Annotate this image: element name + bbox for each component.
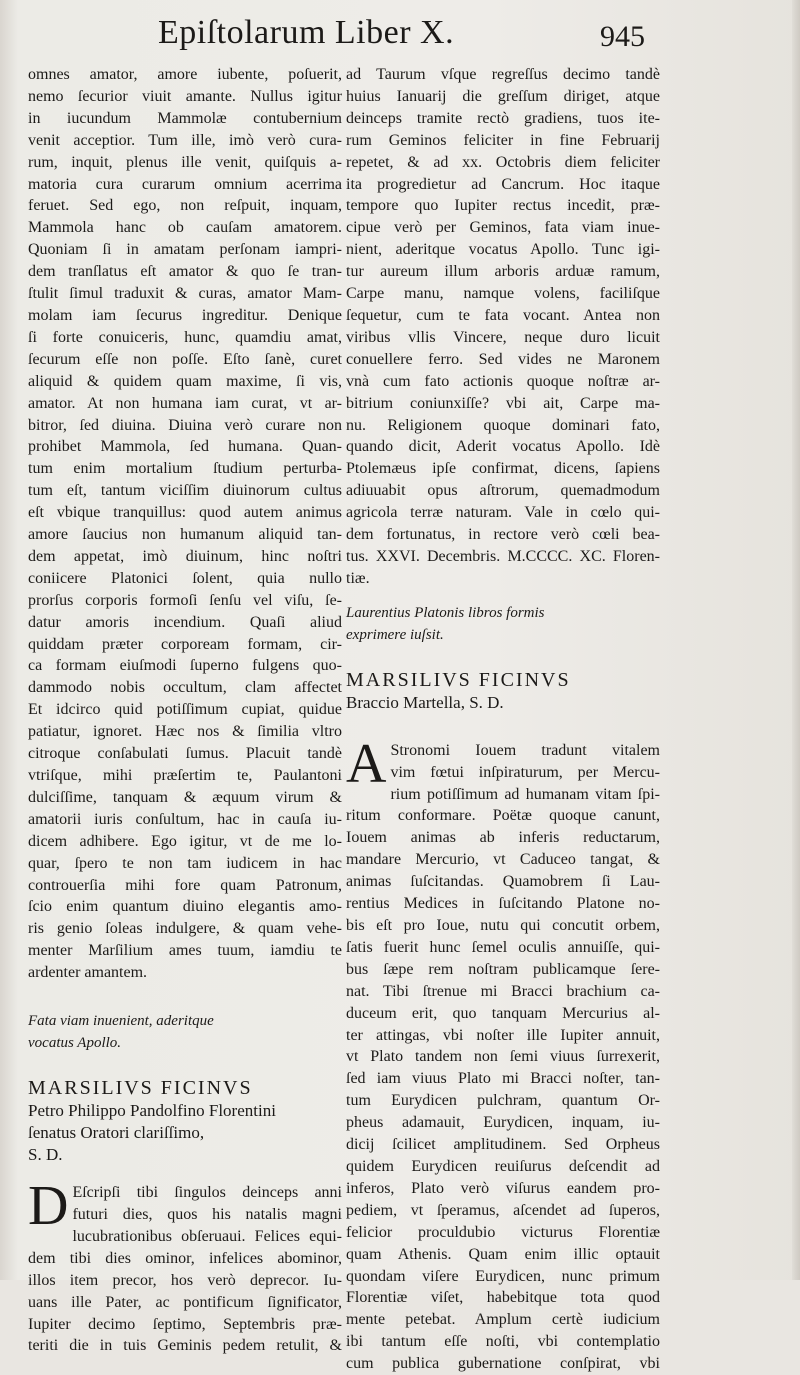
text-line: vtriſque, mihi præſertim te, Paulantoni [28,767,342,784]
text-line: repetet, & ad xx. Octobris diem feliciter [346,153,660,171]
text-line: datur amoris incendium. Quaſi aliud [28,613,342,631]
text-line: molam iam ſecurus ingreditur. Denique [28,306,342,324]
spacer [346,590,660,602]
text-line: rentius Medices in ſuſcitando Platone no- [346,895,660,913]
printer-note-caption [346,602,660,646]
letter-addressee [28,1100,342,1166]
text-line: controuerſia mihi fore quam Patronum, [28,876,342,894]
text-line: Carpe manu, namque volens, faciliſque [346,285,660,303]
text-line: quidem Eurydicen reuiſurus deſcendit ad [346,1157,660,1175]
text-line: Stronomi Iouem tradunt vitalem [390,741,660,759]
text-line: ſecurum eſſe non poſſe. Eſto ſanè, curet [28,350,342,368]
text-line: in iucundum Mammolæ contubernium [28,109,342,127]
text-line: rum Geminos feliciter in fine Februarij [346,131,660,149]
spacer [28,1054,342,1076]
text-line: nemo ſecurior viuit amante. Nullus igitur [28,87,342,105]
text-line: Eſcripſi tibi ſingulos deinceps anni [72,1184,342,1202]
text-line: ritum conformare. Poëtæ quoque canunt, [346,807,660,825]
text-line: cum publica gubernatione conſpirat, vbi [346,1355,660,1373]
text-line: Florentiæ viſet, habebitque tota quod [346,1289,660,1307]
text-line: lucubrationibus obſeruaui. Felices equi- [72,1227,342,1245]
text-line: ſcio enim quantum diuino elegantis amo- [28,898,342,916]
text-line: quiddam præter corpoream formam, cir- [28,635,342,653]
text-line: ad Taurum vſque regreſſus decimo tandè [346,66,660,83]
drop-capital: D [28,1175,69,1238]
caption-line: Laurentius Platonis libros formis [346,604,545,621]
text-line: Et idcirco quid potiſſimum cupiat, quidue [28,701,342,719]
text-line: dem appetat, imò diuinum, hinc noſtri [28,547,342,565]
text-line: aliquid & quidem quam maxime, ſi vis, [28,372,342,390]
text-line: Quoniam ſi in amatam perſonam iampri- [28,241,342,259]
text-line: Iupiter decimo ſeptimo, Septembris præ- [28,1315,342,1333]
text-line: vnà cum fato actionis quoque noſtræ ar- [346,372,660,390]
text-line: dammodo nobis occultum, clam affectet [28,679,342,697]
text-line: quando dicit, Aderit vocatus Apollo. Idè [346,438,660,456]
text-line: citroque conſabulati ſumus. Placuit tandè [28,745,342,763]
text-line: vt Plato tandem non ſemi viuus ſurrexerit, [346,1048,660,1066]
text-line: menter Marſilium ames tuum, iamdiu te [28,942,342,960]
text-line: inferos, Plato verò viſurus eandem pro- [346,1179,660,1197]
caption-line: vocatus Apollo. [28,1035,122,1052]
text-line: mandare Mercurio, vt Caduceo tangat, & [346,851,660,869]
text-line: vim fœtui inſpiraturum, per Mercu- [390,763,660,781]
text-line: tempore quo Iupiter rectus incedit, præ- [346,197,660,215]
text-line: duceum erit, quo tanquam Mercurius al- [346,1004,660,1022]
text-line: dem tranſlatus eſt amator & quo ſe tran- [28,263,342,281]
text-line: nu. Religionem quoque dominari fato, [346,416,660,434]
text-line: adiuuabit opus aſtrorum, quemadmodum [346,482,660,500]
text-line: nat. Tibi ſtrenue mi Bracci brachium ca- [346,982,660,1000]
text-line: ita progredietur ad Cancrum. Hoc itaque [346,175,660,193]
text-line: patiatur, ignoret. Hæc nos & ſimilia vltro [28,723,342,741]
text-line: ca formam eiuſmodi ſuperno fulgens quo- [28,657,342,675]
text-line: dicij ſcilicet amplitudinem. Sed Orpheus [346,1136,660,1154]
text-line: ter attingas, vbi noſter ille Iupiter annuit, [346,1026,660,1044]
text-line: eſt vbique tranquillus: quod autem animus [28,504,342,522]
text-line: ris genio ſoleas indulgere, & quam vehe- [28,920,342,938]
text-line: nient, aderitque vocatus Apollo. Tunc igi- [346,241,660,259]
text-line: bus ſæpe rem noſtram publicamque ſere- [346,960,660,978]
text-line: amore ſaucius non humanum aliquid tan- [28,526,342,544]
spacer [346,646,660,668]
text-line: ſi forte conuiceris, hunc, quamdiu amat, [28,328,342,346]
text-line: agricola terræ naturam. Vale in cœlo qui- [346,504,660,522]
text-line: dem fortunatus, in rectore verò cœli bea- [346,526,660,544]
text-line: prorſus corporis formoſi ſenſu vel viſu, ſe- [28,591,342,609]
letter-addressee: Braccio Martella, S. D. [346,692,504,712]
spacer [28,984,342,1010]
text-line: quar, ſpero te non tam iudicem in hac [28,854,342,872]
text-line: matoria cura curarum omnium acerrima [28,175,342,193]
running-title: Epiſtolarum Liber X. [158,14,455,51]
motto-caption [28,1010,342,1054]
text-line: rium potiſſimum ad humanam vitam ſpi- [390,785,660,803]
letter-text-continued [28,64,342,984]
left-column [28,64,342,1357]
text-line: ſed iam viuus Plato mi Bracci noſter, tan- [346,1070,660,1088]
letter-heading: MARSILIVS FICINVS [28,1077,253,1100]
text-line: tiæ. [346,569,370,587]
text-line: omnes amator, amore iubente, poſuerit, [28,66,342,83]
page-edge [792,0,800,1280]
right-column [346,64,660,1375]
text-line: Iouem animas ab inferis reductarum, [346,829,660,847]
text-line: dulciſſime, tanquam & æquum virum & [28,788,342,806]
text-line: venit acceptior. Tum ille, imò verò cura- [28,131,342,149]
text-line: deinceps tramite rectò gradiens, tuos ite- [346,109,660,127]
text-line: amator. At non humana iam curat, vt ar- [28,394,342,412]
addressee-line: S. D. [28,1145,63,1165]
text-line: illos item precor, hos verò deprecor. Iu- [28,1271,342,1289]
spacer [346,714,660,740]
text-line: teriti die in tuis Geminis pedem retulit, & [28,1337,342,1355]
text-line: rum, inquit, plenus ille venit, quiſquis a- [28,153,342,171]
text-line: conuellere ferro. Sed vides ne Maronem [346,350,660,368]
letter-text-start [346,732,660,1375]
text-line: amatorii iuris conſultum, hac in cauſa iu- [28,810,342,828]
text-line: uans ille Pater, ac pontificum ſignificator, [28,1293,342,1311]
text-line: viribus vllis Vincere, neque duro licuit [346,328,660,346]
text-line: animas ſuſcitandas. Quamobrem ſi Lau- [346,873,660,891]
text-line: mente petebat. Amplum certè iudicium [346,1311,660,1329]
text-line: tum eſt, tantum viciſſim diuinorum cultus [28,482,342,500]
drop-capital: A [346,732,387,795]
letter-text-continued [346,64,660,590]
text-line: coniicere Platonici ſolent, quia nullo [28,569,342,587]
text-line: felicior proculdubio victurus Florentiæ [346,1223,660,1241]
text-line: pheus adamauit, Eurydicen, inquam, iu- [346,1114,660,1132]
text-line: feruet. Sed ego, non reſpuit, inquam, [28,197,342,215]
text-line: cipue verò per Geminos, fata viam inue- [346,219,660,237]
running-header [0,14,800,60]
text-line: tum enim mortalium ſtudium perturba- [28,460,342,478]
spacer [28,1166,342,1182]
text-line: pediem, vt ſperamus, aſcendet ad ſuperos, [346,1201,660,1219]
text-line: dem tibi dies ominor, infelices abominor, [28,1249,342,1267]
text-line: quam Athenis. Quam enim illic optauit [346,1245,660,1263]
text-line: bitrium coniunxiſſe? vbi ait, Carpe ma- [346,394,660,412]
page-number: 945 [600,20,645,53]
text-line: huius Ianuarij die greſſum diriget, atque [346,87,660,105]
text-line: futuri dies, quos his natalis magni [72,1205,342,1223]
text-line: ſtulit ſimul traduxit & curas, amator Mam- [28,285,342,303]
text-line: bis eſt pro Ioue, nutu qui concutit orbem, [346,917,660,934]
text-line: tus. XXVI. Decembris. M.CCCC. XC. Floren- [346,547,660,565]
text-line: prohibet Mammola, ſed humana. Quan- [28,438,342,456]
text-line: dicem adhibere. Ego igitur, vt de me lo- [28,832,342,850]
text-line: ardenter amantem. [28,964,148,982]
text-line: tur aureum illum arboris arduæ ramum, [346,263,660,281]
addressee-line: ſenatus Oratori clariſſimo, [28,1123,205,1143]
text-line: bitror, ſed diuina. Diuina verò curare non [28,416,342,434]
text-line: quondam viſere Eurydicen, nunc primum [346,1267,660,1285]
text-line: ſatis fuerit hunc ſemel oculis annuiſſe, qui- [346,938,660,956]
letter-heading: MARSILIVS FICINVS [346,668,571,691]
addressee-line: Petro Philippo Pandolfino Florentini [28,1101,276,1121]
text-line: ibi tantum eſſe noſti, vbi contemplatio [346,1333,660,1351]
text-line: ſequetur, cum te fata vocant. Antea non [346,306,660,324]
text-line: Ptolemæus ipſe confirmat, dicens, ſapiens [346,460,660,478]
caption-line: Fata viam inuenient, aderitque [28,1013,214,1030]
caption-line: exprimere iuſsit. [346,626,444,643]
text-line: Mammola hanc ob cauſam amatorem. [28,219,342,237]
letter-text-start [28,1175,342,1357]
text-line: tum Eurydicen pulchram, quantum Or- [346,1092,660,1110]
